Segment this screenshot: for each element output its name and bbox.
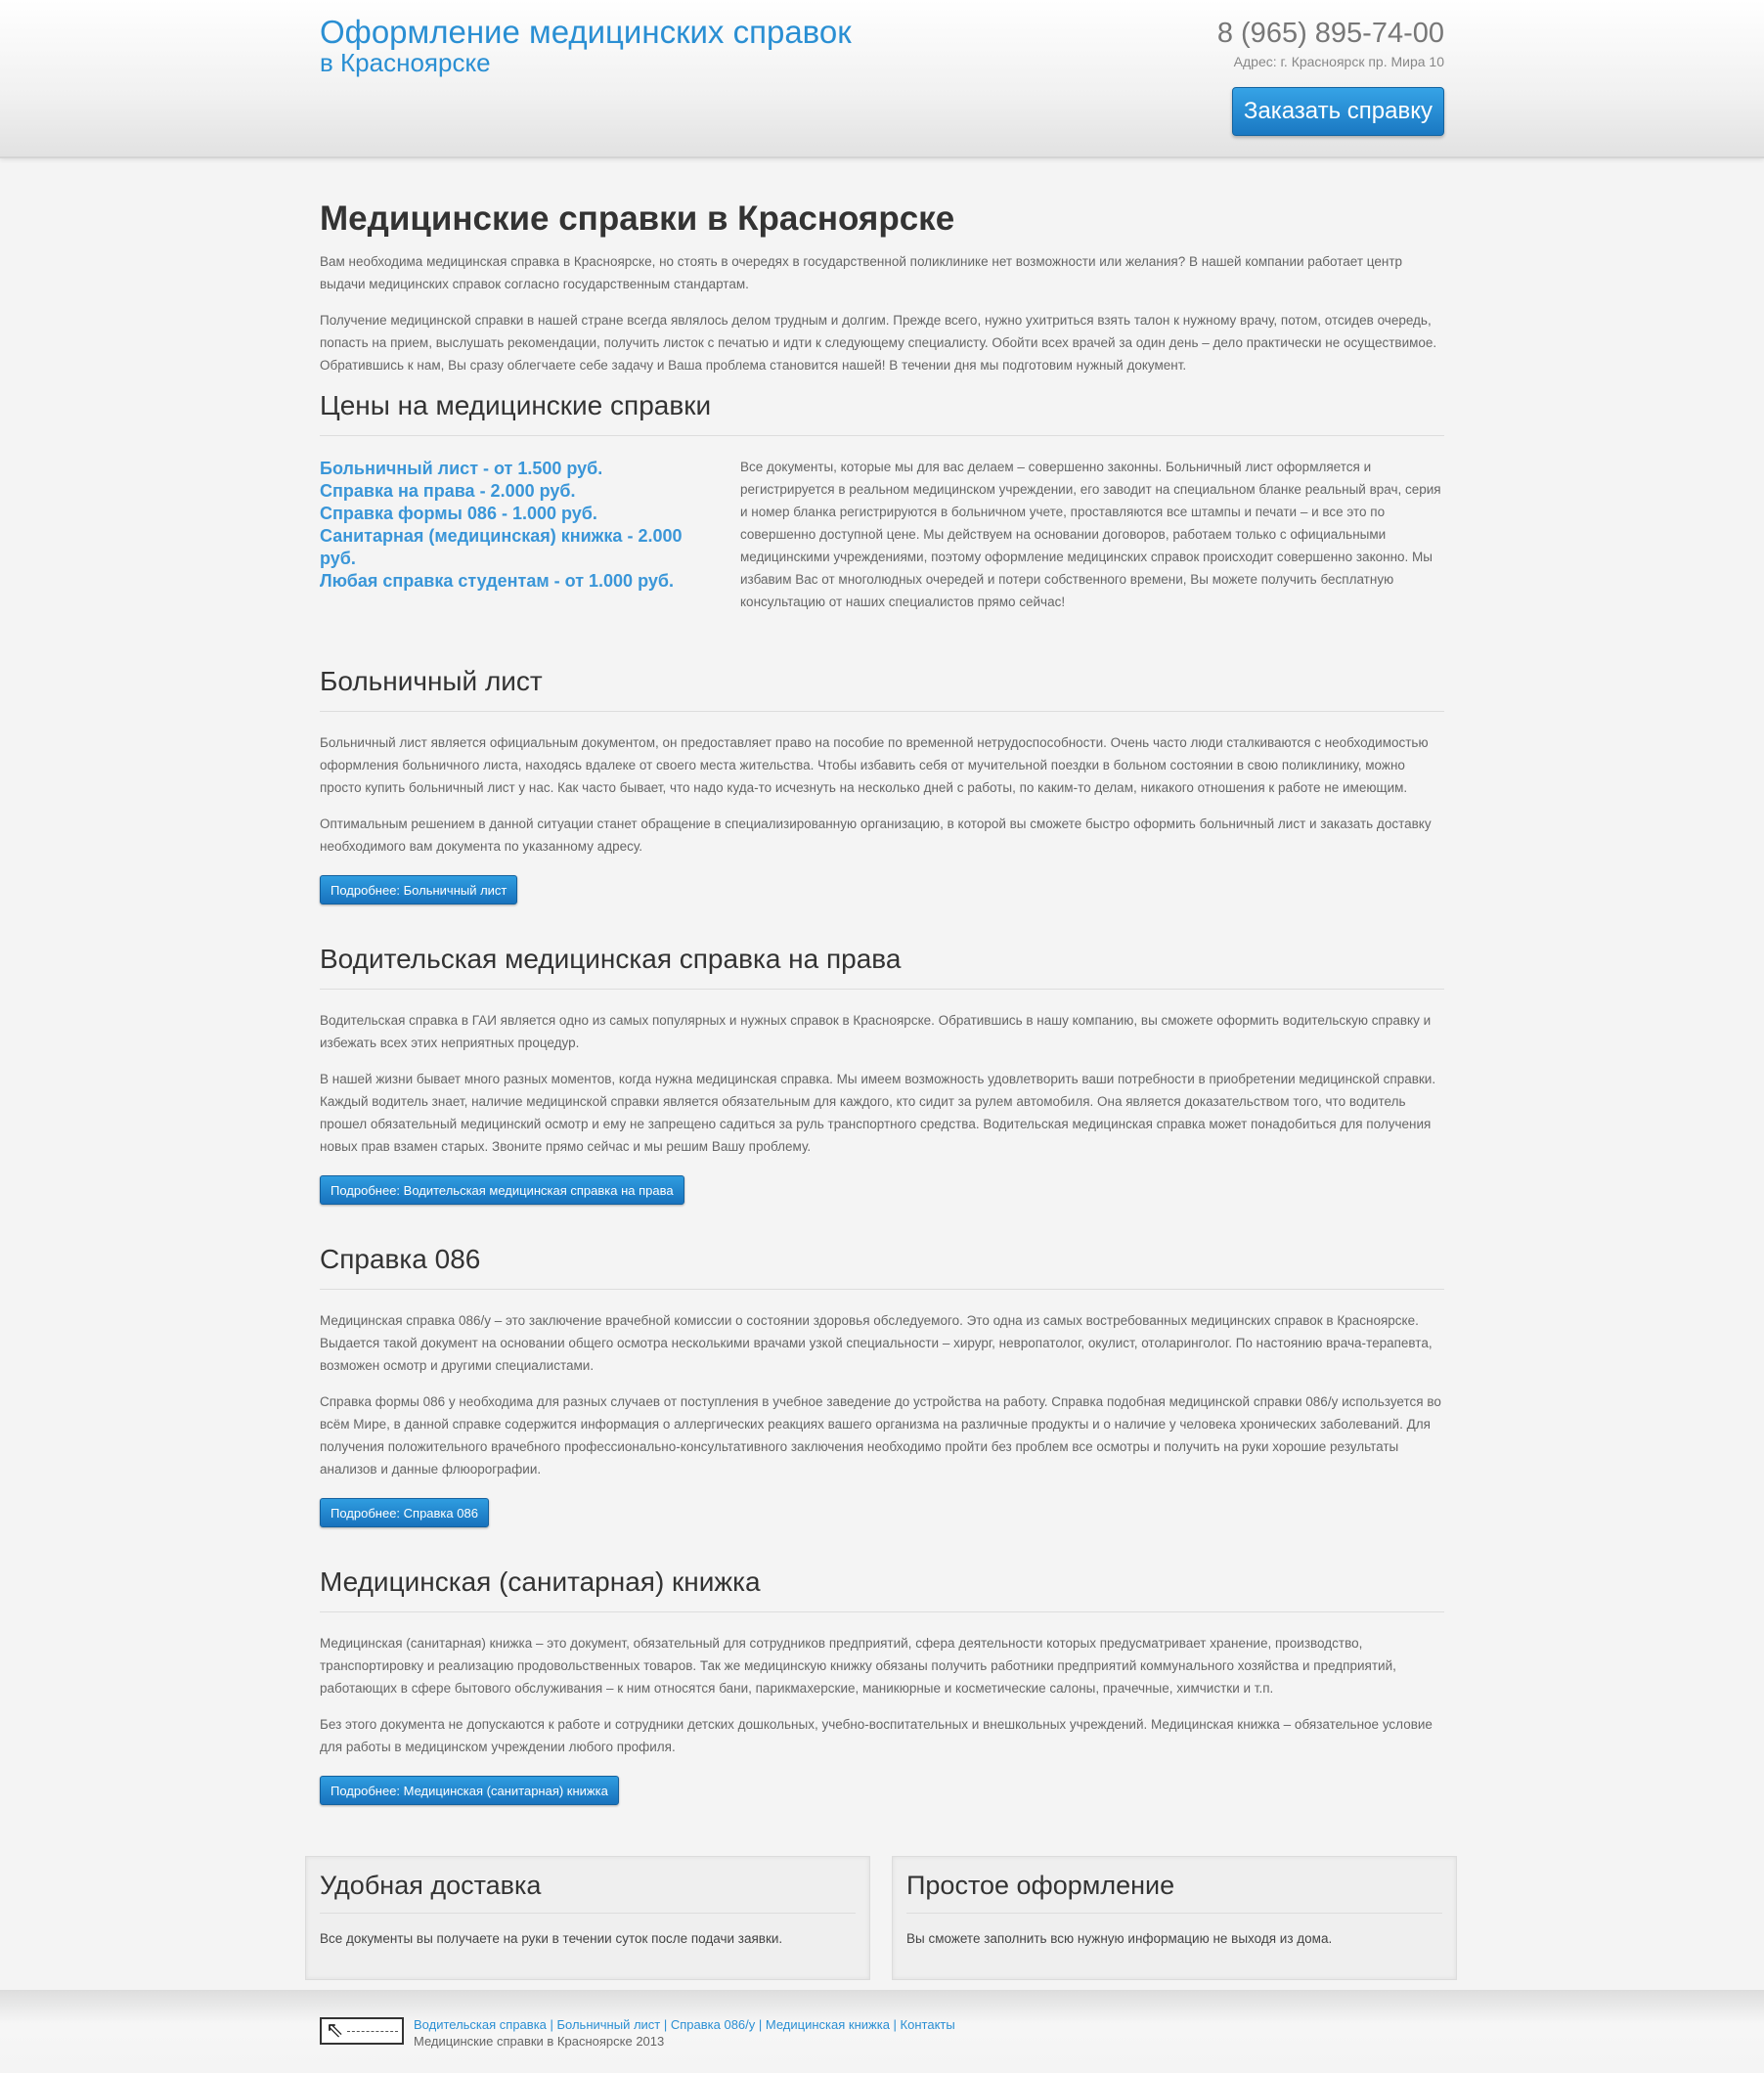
more-medical-book-button[interactable]: Подробнее: Медицинская (санитарная) книжка bbox=[320, 1776, 619, 1805]
section-heading: Больничный лист bbox=[320, 666, 1444, 712]
section-heading: Цены на медицинские справки bbox=[320, 390, 1444, 436]
section-paragraph: Водительская справка в ГАИ является одно из самых популярных и нужных справок в Красноярске. Обратившись в нашу компанию, вы сможете оформить водительскую справку и избежать всех этих неприятных процедур. bbox=[320, 1013, 1432, 1050]
site-title-line1[interactable]: Оформление медицинских справок bbox=[320, 14, 852, 50]
section-paragraph: Больничный лист является официальным документом, он предоставляет право на пособие по временной нетрудоспособности. Очень часто люди сталкиваются с необходимостью оформления больничного листа, находясь вдалеке от своего места жительства. Чтобы избавить себя от мучительной поездки в больном состоянии в свою поликлинику, можно просто купить больничный лист у нас. Как часто бывает, что надо куда-то исчезнуть на несколько дней с работы, по каким-то делам, никакого отношения к работе не имеющим. bbox=[320, 735, 1429, 795]
site-title[interactable] bbox=[320, 16, 852, 76]
section-paragraph: Без этого документа не допускаются к работе и сотрудники детских дошкольных, учебно-воспитательных и внешкольных учреждений. Медицинская книжка – обязательное условие для работы в медицинском учреждении любого профиля. bbox=[320, 1717, 1433, 1754]
section-form-086 bbox=[320, 1244, 1444, 1527]
footer-nav: Водительская справка | Больничный лист | Справка 086/у | Медицинская книжка | Контакты bbox=[414, 2017, 955, 2032]
section-driver-certificate bbox=[320, 944, 1444, 1205]
order-button[interactable]: Заказать справку bbox=[1232, 87, 1444, 136]
feature-simple-form bbox=[892, 1856, 1457, 1980]
price-item: Больничный лист - от 1.500 руб. bbox=[320, 459, 603, 478]
section-paragraph: Медицинская справка 086/у – это заключение врачебной комиссии о состоянии здоровья обследуемого. Это одна из самых востребованных медицинских справок в Красноярске. Выдается такой документ на основании общего осмотра несколькими врачами узкой специальности – хирург, невропатолог, окулист, отоларинголог. По настоянию врача-терапевта, возможен осмотр и другими специалистами. bbox=[320, 1313, 1433, 1373]
prices-text: Все документы, которые мы для вас делаем – совершенно законны. Больничный лист оформляется и регистрируется в реальном медицинском учреждении, его заводит на специальном бланке реальный врач, серия и номер бланка регистрируются в больничном учете, проставляются все штампы и печати – и все это по совершенно доступной цене. Мы действуем на основании договоров, работаем только с официальными медицинскими учреждениями, поэтому оформление медицинских справок происходит совершенно законно. Мы избавим Вас от многолюдных очередей и потери собственного времени, Вы можете получить бесплатную консультацию от наших специалистов прямо сейчас! bbox=[740, 460, 1441, 609]
section-heading: Медицинская (санитарная) книжка bbox=[320, 1566, 1444, 1612]
section-sick-leave bbox=[320, 666, 1444, 904]
section-heading: Справка 086 bbox=[320, 1244, 1444, 1290]
footer-link-contacts[interactable]: Контакты bbox=[900, 2017, 955, 2032]
feature-text: Вы сможете заполнить всю нужную информацию не выходя из дома. bbox=[906, 1931, 1333, 1946]
section-paragraph: Оптимальным решением в данной ситуации станет обращение в специализированную организацию, в которой вы сможете быстро оформить больничный лист и заказать доставку необходимого вам документа по указанному адресу. bbox=[320, 816, 1432, 854]
footer-copyright: Медицинские справки в Красноярске 2013 bbox=[414, 2034, 665, 2049]
intro-paragraph: Вам необходима медицинская справка в Красноярске, но стоять в очередях в государственной поликлинике нет возможности или желания? В нашей компании работает центр выдачи медицинских справок согласно государственным стандартам. bbox=[320, 254, 1403, 291]
page-title: Медицинские справки в Красноярске bbox=[320, 199, 955, 238]
prices-section bbox=[320, 390, 1444, 627]
features bbox=[305, 1856, 1459, 1980]
feature-delivery bbox=[305, 1856, 870, 1980]
arrow-logo-icon[interactable]: ⇖ bbox=[320, 2017, 404, 2045]
price-item: Справка формы 086 - 1.000 руб. bbox=[320, 504, 597, 523]
feature-title: Простое оформление bbox=[906, 1871, 1442, 1914]
footer-link-medical-book[interactable]: Медицинская книжка bbox=[765, 2017, 890, 2032]
more-driver-certificate-button[interactable]: Подробнее: Водительская медицинская справка на права bbox=[320, 1175, 684, 1205]
price-item: Справка на права - 2.000 руб. bbox=[320, 481, 576, 501]
site-title-line2[interactable]: в Красноярске bbox=[320, 47, 491, 77]
intro-paragraph: Получение медицинской справки в нашей стране всегда являлось делом трудным и долгим. Прежде всего, нужно ухитриться взять талон к нужному врачу, потом, отсидев очередь, попасть на прием, выслушать рекомендации, получить листок с печатью и идти к следующему специалисту. Обойти всех врачей за один день – дело практически не осуществимое. Обратившись к нам, Вы сразу облегчаете себе задачу и Ваша проблема становится нашей! В течении дня мы подготовим нужный документ. bbox=[320, 313, 1437, 373]
footer-link-sick-leave[interactable]: Больничный лист bbox=[556, 2017, 661, 2032]
main-content bbox=[320, 158, 1444, 1805]
more-sick-leave-button[interactable]: Подробнее: Больничный лист bbox=[320, 875, 517, 904]
section-medical-book bbox=[320, 1566, 1444, 1805]
site-header bbox=[0, 0, 1764, 158]
section-paragraph: Справка формы 086 у необходима для разных случаев от поступления в учебное заведение до устройства на работу. Справка подобная медицинской справки 086/у используется во всём Мире, в данной справке содержится информация о аллергических реакциях вашего организма на различные продукты и о наличие у человека хронических заболеваний. Для получения положительного врачебного профессионально-консультативного заключения необходимо пройти без проблем все осмотры и получить на руки хорошие результаты анализов и данные флюорографии. bbox=[320, 1394, 1441, 1477]
footer-link-driver[interactable]: Водительская справка bbox=[414, 2017, 547, 2032]
phone-number: 8 (965) 895-74-00 bbox=[1216, 18, 1444, 49]
section-paragraph: Медицинская (санитарная) книжка – это документ, обязательный для сотрудников предприятий, сфера деятельности которых предусматривает хранение, производство, транспортировку и реализацию продовольственных товаров. Так же медицинскую книжку обязаны получить работники предприятий коммунального хозяйства и предприятий, работающих в сфере бытового обслуживания – к ним относятся бани, парикмахерские, маникюрные и косметические салоны, прачечные, химчистки и т.п. bbox=[320, 1636, 1396, 1696]
feature-title: Удобная доставка bbox=[320, 1871, 856, 1914]
section-paragraph: В нашей жизни бывает много разных моментов, когда нужна медицинская справка. Мы имеем возможность удовлетворить ваши потребности в приобретении медицинской справки. Каждый водитель знает, наличие медицинской справки является обязательным для каждого, кто сидит за рулем автомобиля. Она является доказательством того, что водитель прошел обязательный медицинский осмотр и ему не запрещено садиться за руль транспортного средства. Водительская медицинская справка может понадобиться для получения новых прав взамен старых. Звоните прямо сейчас и мы решим Вашу проблему. bbox=[320, 1072, 1436, 1154]
site-footer bbox=[0, 1990, 1764, 2073]
price-item: Любая справка студентам - от 1.000 руб. bbox=[320, 571, 674, 591]
section-heading: Водительская медицинская справка на права bbox=[320, 944, 1444, 990]
feature-text: Все документы вы получаете на руки в течении суток после подачи заявки. bbox=[320, 1931, 783, 1946]
price-item: Санитарная (медицинская) книжка - 2.000 руб. bbox=[320, 526, 683, 568]
footer-link-086[interactable]: Справка 086/у bbox=[670, 2017, 756, 2032]
more-form-086-button[interactable]: Подробнее: Справка 086 bbox=[320, 1498, 489, 1527]
price-list bbox=[320, 456, 721, 593]
address: Адрес: г. Красноярск пр. Мира 10 bbox=[1233, 54, 1444, 69]
